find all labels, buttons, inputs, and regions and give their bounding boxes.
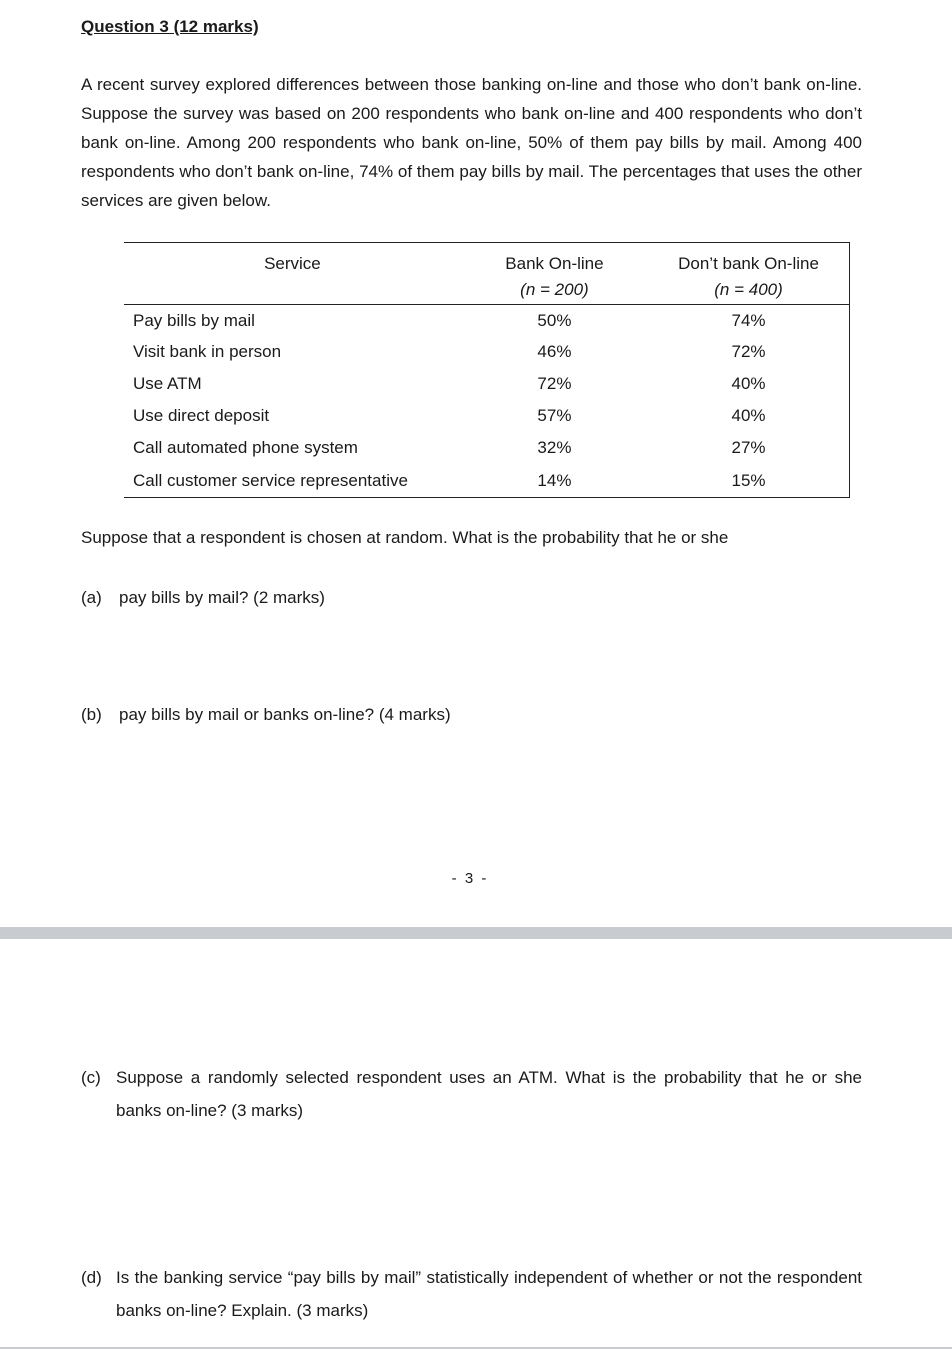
header-service-blank [124, 275, 461, 305]
part-a-label: (a) [81, 588, 102, 607]
table-row [124, 400, 850, 432]
page-number: - 3 - [451, 870, 489, 887]
header-dont-bank-online-n: (n = 400) [648, 275, 849, 305]
row-offline-pct: 15% [648, 464, 849, 498]
row-offline-pct: 27% [648, 432, 849, 464]
row-service: Use direct deposit [133, 406, 270, 425]
services-table [124, 242, 850, 498]
question-heading: Question 3 (12 marks) [81, 17, 259, 36]
table-row [124, 432, 850, 464]
row-online-pct: 50% [537, 310, 572, 330]
row-service: Call customer service representative [124, 464, 461, 498]
row-online-pct: 46% [537, 342, 572, 361]
row-service: Use ATM [133, 374, 202, 393]
part-b-text: pay bills by mail or banks on-line? (4 marks) [119, 705, 451, 724]
row-service: Pay bills by mail [133, 310, 255, 330]
question-prompt: Suppose that a respondent is chosen at random. What is the probability that he or she [81, 528, 729, 547]
header-bank-online: Bank On-line [461, 243, 648, 276]
part-c-label: (c) [81, 1068, 101, 1087]
row-offline-pct: 72% [648, 336, 849, 368]
row-online-pct: 32% [537, 438, 572, 457]
part-d-text: Is the banking service “pay bills by mail” statistically independent of whether or not the respondent banks on-line? Explain. (3 marks) [116, 1268, 862, 1320]
table-row [124, 368, 850, 400]
part-c-text: Suppose a randomly selected respondent uses an ATM. What is the probability that he or she banks on-line? (3 marks) [116, 1068, 862, 1120]
question-intro: A recent survey explored differences between those banking on-line and those who don’t bank on-line. Suppose the survey was based on 200 respondents who bank on-line and 400 respondents who don’t bank on-line. Among 200 respondents who bank on-line, 50% of them pay bills by mail. Among 400 respondents who don’t bank on-line, 74% of them pay bills by mail. The percentages that uses the other services are given below. [81, 75, 862, 210]
header-dont-bank-online: Don’t bank On-line [648, 243, 849, 276]
part-d [81, 1261, 862, 1327]
table-row [124, 305, 850, 337]
table-row [124, 336, 850, 368]
row-offline-pct: 40% [648, 400, 849, 432]
row-online-pct: 72% [537, 374, 572, 393]
table-row [124, 464, 850, 498]
part-a-text: pay bills by mail? (2 marks) [119, 588, 325, 607]
header-bank-online-n: (n = 200) [461, 275, 648, 305]
part-c [81, 1061, 862, 1127]
row-online-pct: 57% [537, 406, 572, 425]
part-b [81, 705, 451, 725]
part-a [81, 588, 325, 608]
part-d-label: (d) [81, 1268, 102, 1287]
row-offline-pct: 40% [648, 368, 849, 400]
part-b-label: (b) [81, 705, 102, 724]
page-separator [0, 927, 952, 939]
row-service: Visit bank in person [133, 342, 282, 361]
header-service: Service [124, 243, 461, 276]
row-online-pct: 14% [461, 464, 648, 498]
row-service: Call automated phone system [133, 438, 358, 457]
row-offline-pct: 74% [648, 305, 849, 337]
